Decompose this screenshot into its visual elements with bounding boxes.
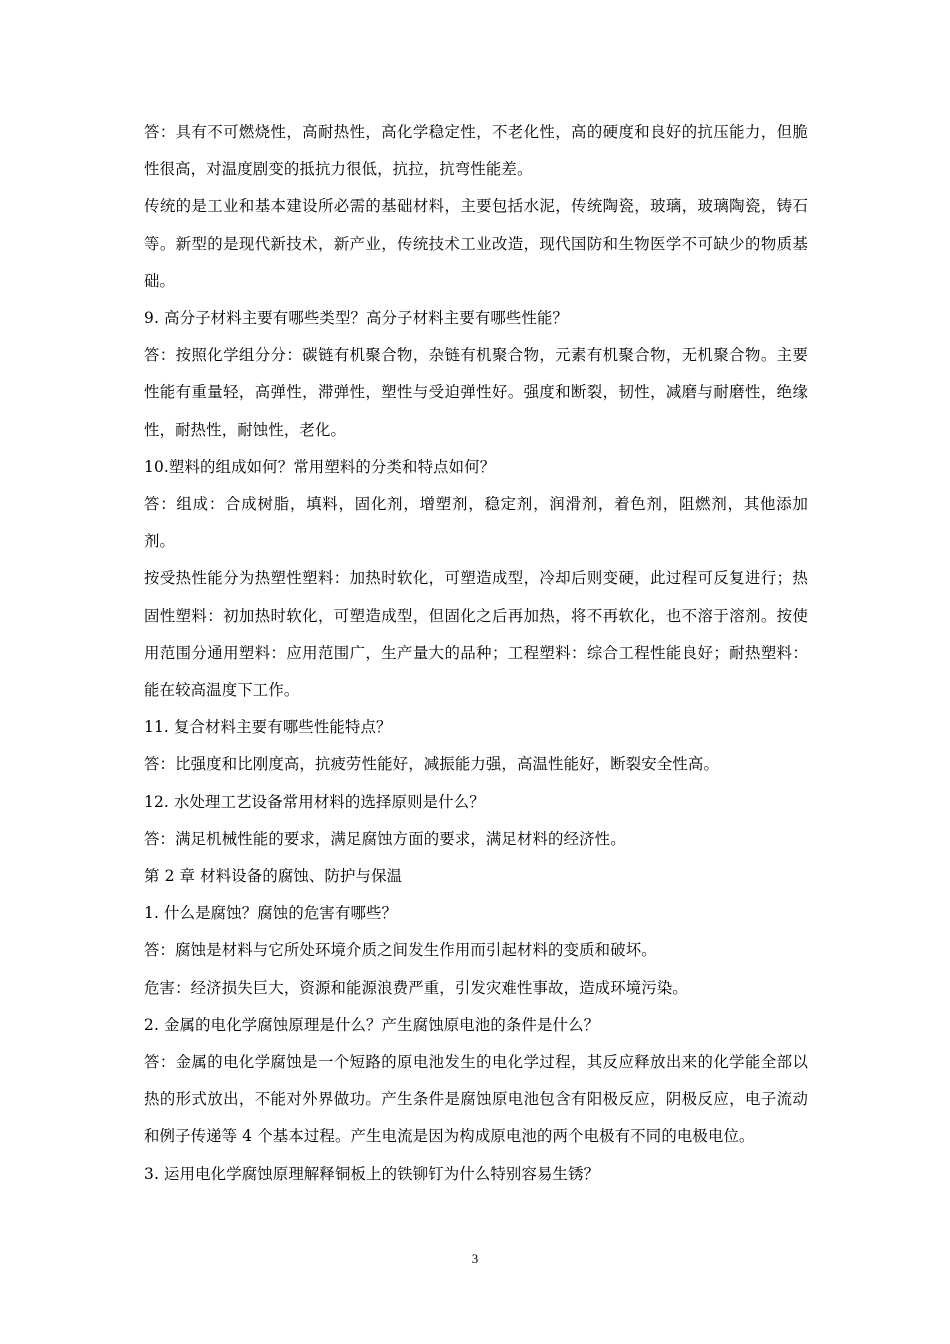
answer-1-corrosion-definition: 答：腐蚀是材料与它所处环境介质之间发生作用而引起材料的变质和破坏。: [144, 941, 657, 960]
answer-ceramic-properties: 答：具有不可燃烧性，高耐热性，高化学稳定性，不老化性，高的硬度和良好的抗压能力，但脆性很高，对温度剧变的抵抗力很低，抗拉，抗弯性能差。: [144, 123, 808, 179]
question-9-polymer-types: 9. 高分子材料主要有哪些类型？高分子材料主要有哪些性能？: [144, 309, 569, 328]
chapter-2-heading: 第 2 章 材料设备的腐蚀、防护与保温: [144, 867, 403, 886]
paragraph-traditional-vs-new-ceramics: 传统的是工业和基本建设所必需的基础材料，主要包括水泥，传统陶瓷，玻璃，玻璃陶瓷，铸石等。新型的是现代新技术，新产业，传统技术工业改造，现代国防和生物医学不可缺少的物质基础。: [144, 197, 808, 290]
question-3-rivet-rust: 3. 运用电化学腐蚀原理解释铜板上的铁铆钉为什么特别容易生锈？: [144, 1164, 600, 1183]
question-12-material-selection: 12. 水处理工艺设备常用材料的选择原则是什么？: [144, 792, 485, 811]
page-number: 3: [471, 1251, 479, 1266]
question-2-electrochemical: 2. 金属的电化学腐蚀原理是什么？产生腐蚀原电池的条件是什么？: [144, 1015, 600, 1034]
question-10-plastics: 10.塑料的组成如何？常用塑料的分类和特点如何？: [144, 457, 496, 476]
answer-10-classification: 按受热性能分为热塑性塑料：加热时软化，可塑造成型，冷却后则变硬，此过程可反复进行；热固性塑料：初加热时软化，可塑造成型，但固化之后再加热，将不再软化，也不溶于溶剂。按使用范围分通用塑料：应用范围广，生产量大的品种；工程塑料：综合工程性能良好；耐热塑料：能在较高温度下工作。: [144, 569, 808, 700]
question-1-corrosion: 1. 什么是腐蚀？腐蚀的危害有哪些？: [144, 904, 398, 923]
answer-1-corrosion-hazards: 危害：经济损失巨大，资源和能源浪费严重，引发灾难性事故，造成环境污染。: [144, 978, 688, 997]
answer-9-polymer: 答：按照化学组分分：碳链有机聚合物，杂链有机聚合物，元素有机聚合物，无机聚合物。主要性能有重量轻，高弹性，滞弹性，塑性与受迫弹性好。强度和断裂，韧性，减磨与耐磨性，绝缘性，耐热性，耐蚀性，老化。: [144, 346, 808, 439]
answer-2-electrochemical: 答：金属的电化学腐蚀是一个短路的原电池发生的电化学过程，其反应释放出来的化学能全部以热的形式放出，不能对外界做功。产生条件是腐蚀原电池包含有阳极反应，阴极反应，电子流动和例子传递等 4 个基本过程。产生电流是因为构成原电池的两个电极有不同的电极电位。: [144, 1053, 808, 1146]
answer-10-composition: 答：组成：合成树脂，填料，固化剂，增塑剂，稳定剂，润滑剂，着色剂，阻燃剂，其他添加剂。: [144, 495, 808, 551]
question-11-composites: 11. 复合材料主要有哪些性能特点？: [144, 718, 392, 737]
document-body: [144, 114, 808, 1193]
answer-12-material-selection: 答：满足机械性能的要求，满足腐蚀方面的要求，满足材料的经济性。: [144, 829, 626, 848]
answer-11-composites: 答：比强度和比刚度高，抗疲劳性能好，减振能力强，高温性能好，断裂安全性高。: [144, 755, 720, 774]
